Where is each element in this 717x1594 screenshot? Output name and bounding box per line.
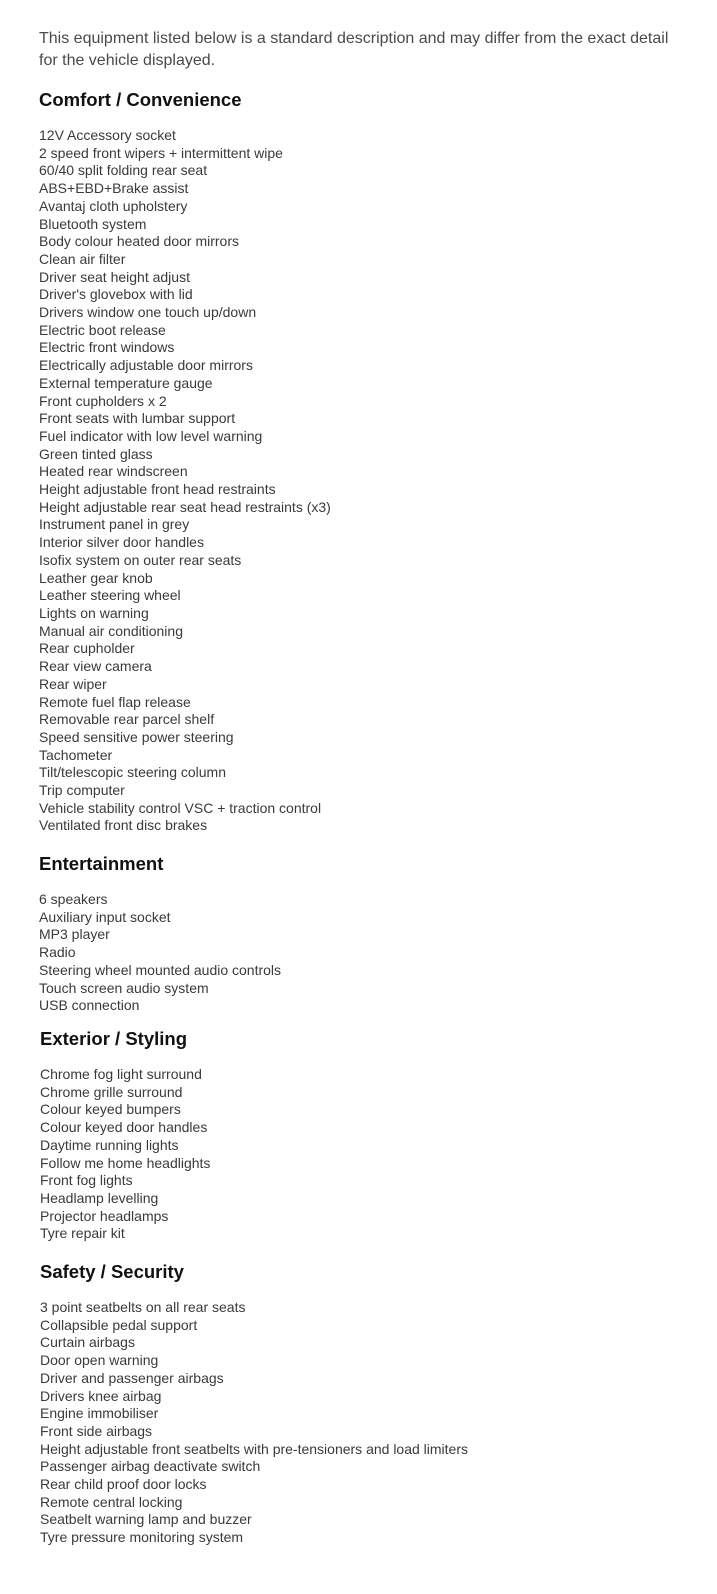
feature-item: Projector headlamps (40, 1207, 169, 1224)
feature-item: Rear child proof door locks (40, 1476, 207, 1493)
section-entertainment (39, 852, 281, 1015)
feature-item: Driver seat height adjust (39, 268, 190, 285)
feature-item: Remote fuel flap release (39, 693, 191, 710)
feature-item: Chrome grille surround (40, 1083, 183, 1100)
feature-item: Colour keyed door handles (40, 1119, 208, 1136)
feature-item: Steering wheel mounted audio controls (39, 961, 282, 978)
feature-item: 6 speakers (39, 891, 108, 907)
feature-list (39, 891, 281, 1015)
feature-item: Passenger airbag deactivate switch (40, 1458, 261, 1475)
feature-item: MP3 player (39, 926, 110, 943)
feature-item: Manual air conditioning (39, 622, 183, 639)
feature-item: Daytime running lights (40, 1136, 179, 1153)
feature-item: 3 point seatbelts on all rear seats (40, 1299, 246, 1315)
feature-item: Front seats with lumbar support (39, 410, 236, 427)
feature-item: External temperature gauge (39, 374, 213, 391)
feature-item: Follow me home headlights (40, 1154, 211, 1171)
feature-item: Electric boot release (39, 321, 166, 338)
feature-item: Tyre repair kit (40, 1225, 125, 1242)
feature-item: Tyre pressure monitoring system (40, 1529, 244, 1546)
feature-item: 60/40 split folding rear seat (39, 162, 208, 179)
feature-item: Height adjustable front head restraints (39, 481, 276, 498)
feature-item: Lights on warning (39, 604, 149, 621)
feature-item: USB connection (39, 997, 140, 1014)
feature-item: Leather gear knob (39, 569, 153, 586)
feature-item: Leather steering wheel (39, 587, 181, 604)
feature-item: Body colour heated door mirrors (39, 233, 239, 250)
feature-item: Height adjustable rear seat head restraints (x3) (39, 498, 331, 515)
feature-list (40, 1299, 468, 1547)
feature-item: Tilt/telescopic steering column (39, 764, 227, 781)
feature-item: Clean air filter (39, 250, 126, 267)
feature-item: Drivers window one touch up/down (39, 304, 257, 321)
feature-item: Tachometer (39, 746, 113, 763)
section-comfort-convenience (39, 88, 331, 835)
feature-item: Instrument panel in grey (39, 516, 190, 533)
feature-item: Ventilated front disc brakes (39, 817, 208, 834)
feature-item: Engine immobiliser (40, 1405, 159, 1422)
feature-item: Driver and passenger airbags (40, 1369, 224, 1386)
feature-item: Bluetooth system (39, 215, 147, 232)
section-safety-security (40, 1260, 468, 1547)
feature-item: Curtain airbags (40, 1334, 135, 1351)
feature-item: Driver's glovebox with lid (39, 286, 193, 303)
section-title: Entertainment (39, 853, 164, 874)
feature-item: Front fog lights (40, 1172, 133, 1189)
feature-list (40, 1066, 210, 1243)
feature-item: Green tinted glass (39, 445, 153, 462)
feature-item: Front side airbags (40, 1422, 153, 1439)
section-title: Exterior / Styling (40, 1028, 188, 1049)
feature-item: Auxiliary input socket (39, 908, 171, 925)
feature-item: Headlamp levelling (40, 1189, 159, 1206)
feature-item: Drivers knee airbag (40, 1387, 162, 1404)
feature-list (39, 127, 331, 835)
feature-item: Colour keyed bumpers (40, 1101, 181, 1118)
feature-item: Electrically adjustable door mirrors (39, 357, 253, 374)
feature-item: Interior silver door handles (39, 534, 204, 551)
feature-item: Removable rear parcel shelf (39, 711, 215, 728)
feature-item: Chrome fog light surround (40, 1066, 202, 1082)
feature-item: Collapsible pedal support (40, 1316, 198, 1333)
feature-item: 2 speed front wipers + intermittent wipe (39, 144, 283, 161)
feature-item: Trip computer (39, 782, 125, 799)
intro-disclaimer: This equipment listed below is a standard description and may differ from the exact detail for the vehicle displayed. (39, 30, 669, 69)
feature-item: Avantaj cloth upholstery (39, 197, 188, 214)
feature-item: Isofix system on outer rear seats (39, 551, 242, 568)
feature-item: Height adjustable front seatbelts with pre-tensioners and load limiters (40, 1440, 469, 1457)
feature-item: Rear wiper (39, 675, 107, 692)
section-title: Comfort / Convenience (39, 89, 242, 110)
feature-item: Vehicle stability control VSC + traction control (39, 799, 322, 816)
feature-item: Touch screen audio system (39, 979, 209, 996)
feature-item: Remote central locking (40, 1493, 183, 1510)
section-exterior-styling (40, 1027, 210, 1243)
feature-item: Fuel indicator with low level warning (39, 427, 263, 444)
feature-item: 12V Accessory socket (39, 127, 176, 143)
section-title: Safety / Security (40, 1261, 184, 1282)
feature-item: Heated rear windscreen (39, 463, 188, 480)
feature-item: Rear cupholder (39, 640, 135, 657)
feature-item: ABS+EBD+Brake assist (39, 180, 189, 197)
feature-item: Radio (39, 944, 76, 961)
feature-item: Rear view camera (39, 658, 152, 675)
feature-item: Front cupholders x 2 (39, 392, 167, 409)
feature-item: Speed sensitive power steering (39, 728, 234, 745)
feature-item: Door open warning (40, 1352, 159, 1369)
feature-item: Electric front windows (39, 339, 175, 356)
feature-item: Seatbelt warning lamp and buzzer (40, 1511, 252, 1528)
